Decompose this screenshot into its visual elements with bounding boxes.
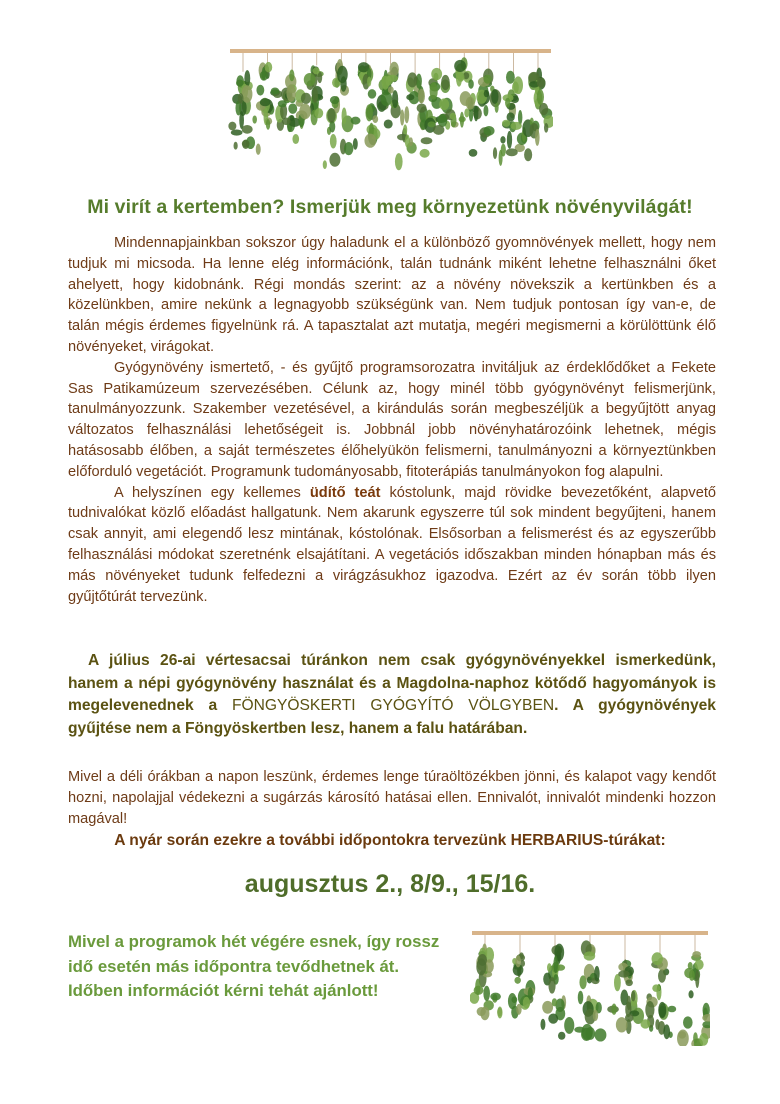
paragraph-1: Mindennapjainkban sokszor úgy haladunk el a különböző gyomnövények mellett, hogy nem tudjuk mi micsoda. Ha lenne elég információnk, talán tudnánk miként lehetne felhasználni őket ahelyett, hogy kidobnánk. Régi mondás szerint: az a növény növekszik a kertünkben és a közelünkben, amire nekünk a legnagyobb szükségünk van. Nem tudjuk pontosan így van-e, de talán mégis érdemes figyelnünk rá. A tapasztalat azt mutatja, megéri megismerni a körülöttünk élő növényeket, virágokat.: [68, 235, 716, 355]
text: A július 26-ai vértesacsai túránkon nem csak gyógynövényekkel ismerkedünk, hanem a népi gyógynövény használat és a Magdolna-naphoz kötődő hagyományok is megelevenednek a: [68, 652, 716, 714]
herb-bundle: [607, 935, 644, 1034]
herb-bundle: [640, 935, 676, 1039]
clothing-note: Mivel a déli órákban a napon leszünk, érdemes lenge túraöltözékben jönni, és kalapot vagy kendőt hozni, napolajjal védekezni a sugárzás károsító hatásai ellen. Ennivalót, innivalót mindenki hozzon magával!: [68, 769, 716, 827]
herbarius-heading: A nyár során ezekre a további időpontokra tervezünk HERBARIUS-túrákat:: [114, 832, 666, 849]
herb-bundle: [445, 53, 482, 128]
herb-bundle: [351, 53, 381, 148]
hanging-herbs-image-top: [228, 44, 553, 174]
venue-name: FÖNGYÖSKERTI GYÓGYÍTÓ VÖLGYBEN: [231, 697, 555, 714]
tour-dates: augusztus 2., 8/9., 15/16.: [244, 870, 536, 898]
paragraph-2: Gyógynövény ismertető, - és gyűjtő programsorozatra invitáljuk az érdeklődőket a Fekete Sas Patikamúzeum szervezésében. Célunk az, hogy minél több gyógynövényt felismerjünk, tanulmányozzunk. Szakember vezetésével, a kirándulás során megbeszéljük a begyűjtött anyag változatos felhasználási lehetőségeit is. Jobbnál jobb növényhatározóink lehetnek, mégis hatásosabb élőben, a saját természetes élőhelyükön felismerni, tanulmányozni a környeztünkben előforduló vegetációt. Programunk tudományosabb, fitoterápiás tanulmányokon fog alapulni.: [68, 359, 716, 480]
herb-bundle: [377, 53, 408, 142]
text: A helyszínen egy kellemes: [114, 484, 310, 501]
text: . A gyógynövények gyűjtése nem a Föngyöskertben lesz, hanem a falu határában.: [68, 697, 716, 737]
herb-bundle: [677, 935, 710, 1046]
herb-bundle: [574, 935, 606, 1042]
herb-bundle: [517, 53, 553, 146]
herb-bundle: [508, 935, 535, 1019]
wooden-rod: [472, 931, 708, 935]
page-title: Mi virít a kertemben? Ismerjük meg környezetünk növényvilágát!: [87, 196, 693, 218]
text: kóstolunk, majd rövidke bevezetőként, alapvető tudnivalókat közlő előadást hallgatunk. Nem akarunk egyszerre túl sok mindent begyűjteni, hanem csak annyit, ami elegendő lesz mintának, kóstolónak. Elsősorban a felismerést és az egyszerűbb felhasználási módokat szeretnénk elsajátítani. A vegetációs időszakban minden hónapban más és más növényeket tudunk felfedezni a virágzásukhoz igazodva. Ezért az év során több ilyen gyűjtőtúrát tervezünk.: [68, 484, 716, 605]
highlight-tea: üdítő teát: [309, 484, 381, 501]
herb-bundle: [424, 53, 458, 135]
herb-bundle: [500, 53, 532, 161]
hanging-herbs-image-bottom: [470, 926, 710, 1046]
herb-bundle: [252, 53, 284, 131]
paragraph-3: [68, 483, 716, 608]
herb-bundle: [540, 935, 574, 1040]
wooden-rod: [230, 49, 551, 53]
closing-note: Mivel a programok hét végére esnek, így rossz idő esetén más időpontra tevődhetnek át. Időben információt kérni tehát ajánlott!: [68, 932, 440, 1000]
event-paragraph: [68, 650, 716, 740]
herb-bundle: [470, 935, 503, 1020]
intro-text: [68, 233, 716, 607]
herb-bundle: [228, 53, 260, 155]
